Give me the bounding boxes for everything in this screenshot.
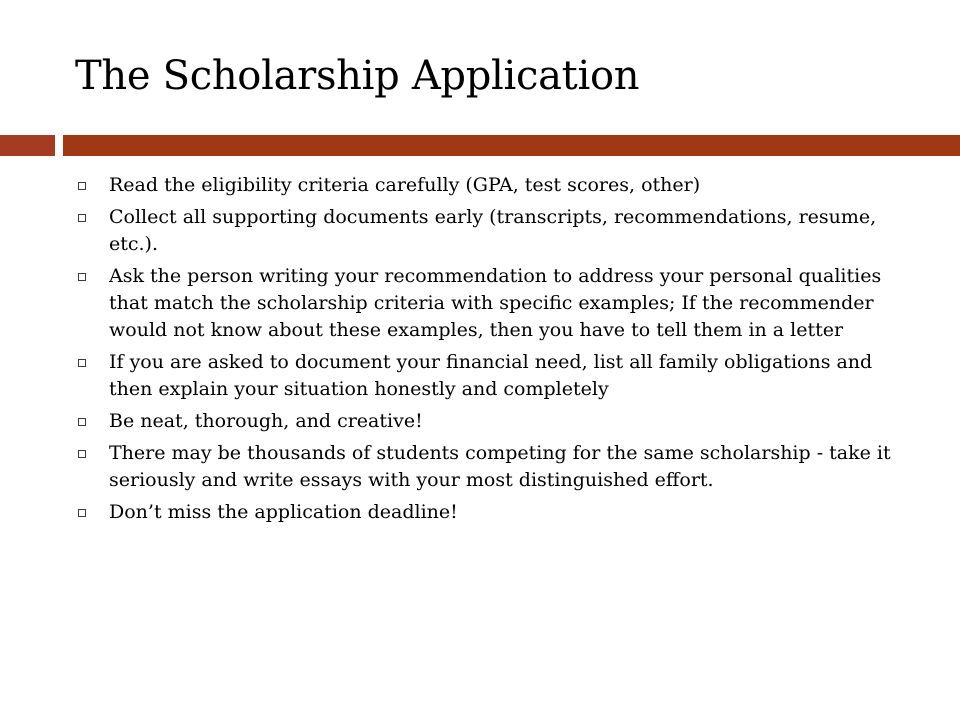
bullet-text: Read the eligibility criteria carefully (GPA, test scores, other) xyxy=(109,174,701,196)
bullet-item xyxy=(0,172,960,199)
hollow-square-icon xyxy=(78,418,86,426)
title-accent-bar-right xyxy=(63,135,960,156)
bullet-list xyxy=(0,172,960,531)
bullet-text: There may be thousands of students competing for the same scholarship - take it seriously and write essays with your most distinguished effort. xyxy=(109,442,891,491)
bullet-text: Be neat, thorough, and creative! xyxy=(109,410,423,432)
bullet-item xyxy=(0,263,960,344)
hollow-square-icon xyxy=(78,214,86,222)
bullet-item xyxy=(0,349,960,403)
hollow-square-icon xyxy=(78,359,86,367)
hollow-square-icon xyxy=(78,509,86,517)
bullet-text: Ask the person writing your recommendation to address your personal qualities that match the scholarship criteria with specific examples; If the recommender would not know about these examples, then you have to tell them in a letter xyxy=(109,265,882,341)
hollow-square-icon xyxy=(78,273,86,281)
slide-title: The Scholarship Application xyxy=(75,53,640,99)
bullet-item xyxy=(0,440,960,494)
bullet-item xyxy=(0,499,960,526)
bullet-item xyxy=(0,204,960,258)
bullet-text: Collect all supporting documents early (transcripts, recommendations, resume, etc.). xyxy=(109,206,877,255)
hollow-square-icon xyxy=(78,450,86,458)
title-accent-bar-left xyxy=(0,135,55,156)
bullet-item xyxy=(0,408,960,435)
bullet-text: If you are asked to document your financial need, list all family obligations and then explain your situation honestly and completely xyxy=(109,351,873,400)
bullet-text: Don’t miss the application deadline! xyxy=(109,501,458,523)
hollow-square-icon xyxy=(78,182,86,190)
